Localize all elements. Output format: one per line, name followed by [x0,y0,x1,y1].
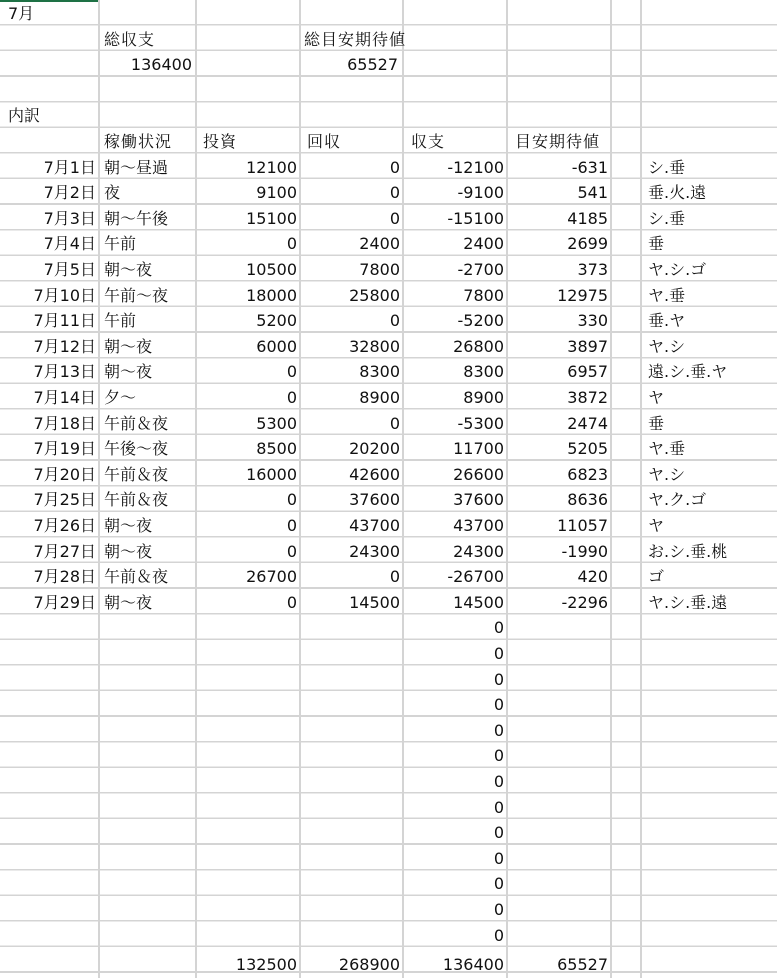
row-status[interactable]: 朝～昼過 [104,157,169,177]
row-investment[interactable]: 0 [286,362,297,382]
row-notes[interactable]: お.シ.垂.桃 [648,541,728,561]
empty-balance-row [0,922,777,948]
row-balance[interactable]: -5200 [457,311,504,331]
row-investment[interactable]: 0 [286,541,297,561]
row-investment[interactable]: 10500 [246,260,297,279]
row-expected[interactable]: 373 [577,260,608,279]
row-investment[interactable]: 9100 [256,183,297,203]
row-investment[interactable]: 6000 [256,336,297,356]
total-expected[interactable]: 65527 [557,955,608,974]
header-expected[interactable]: 目安期待値 [515,132,601,151]
row-status[interactable]: 夜 [104,183,121,203]
row-date[interactable]: 7月19日 [33,439,96,459]
row-investment[interactable]: 5200 [256,311,297,331]
empty-balance-row [0,896,777,922]
row-recovery[interactable]: 43700 [349,516,400,535]
row-investment[interactable]: 26700 [246,567,297,587]
row-balance-zero[interactable]: 0 [493,874,504,894]
total-balance-label[interactable]: 総収支 [104,29,156,49]
row-balance-zero[interactable]: 0 [493,720,504,740]
row-balance-zero[interactable]: 0 [493,848,504,868]
row-notes[interactable]: ヤ.垂 [648,439,686,459]
table-row [0,205,777,231]
empty-balance-row [0,717,777,743]
table-row [0,358,777,384]
row-balance[interactable]: -26700 [447,567,504,587]
row-expected[interactable]: 330 [577,311,608,331]
summary-label-row [0,26,777,52]
empty-balance-row [0,794,777,820]
header-investment[interactable]: 投資 [203,132,238,151]
row-status[interactable]: 午後～夜 [104,439,169,459]
row-notes[interactable]: シ.垂 [648,157,686,177]
row-notes[interactable]: 垂 [648,234,665,254]
row-status[interactable]: 朝～夜 [104,592,153,612]
row-balance[interactable]: -15100 [447,208,504,228]
row-investment[interactable]: 0 [286,388,297,407]
row-recovery[interactable]: 0 [389,183,400,203]
row-date[interactable]: 7月10日 [33,285,96,305]
row-status[interactable]: 午前 [104,311,137,331]
row-recovery[interactable]: 0 [389,413,400,433]
row-investment[interactable]: 15100 [246,208,297,228]
row-expected[interactable]: 8636 [567,490,608,510]
row-status[interactable]: 朝～午後 [104,208,169,228]
row-investment[interactable]: 16000 [246,464,297,484]
row-expected[interactable]: -2296 [561,592,608,612]
row-balance-zero[interactable]: 0 [493,772,504,791]
total-balance[interactable]: 136400 [442,955,504,974]
row-expected[interactable]: 2474 [567,413,608,433]
row-notes[interactable]: 遠.シ.垂.ヤ [648,362,728,382]
row-expected[interactable]: -1990 [561,541,608,561]
row-date[interactable]: 7月1日 [43,157,96,177]
row-recovery[interactable]: 8900 [359,388,400,407]
table-row [0,486,777,512]
table-row [0,538,777,564]
row-expected[interactable]: 420 [577,567,608,587]
row-notes[interactable]: ヤ [648,516,665,535]
row-status[interactable]: 午前＆夜 [104,413,169,433]
empty-balance-row [0,742,777,768]
table-row [0,307,777,333]
empty-balance-row [0,819,777,845]
row-recovery[interactable]: 24300 [349,541,400,561]
row-recovery[interactable]: 7800 [359,260,400,279]
table-row [0,333,777,359]
row-status[interactable]: 朝～夜 [104,260,153,279]
row-balance[interactable]: 43700 [453,516,504,535]
row-balance[interactable]: 14500 [453,592,504,612]
row-balance[interactable]: 8300 [463,362,504,382]
row-notes[interactable]: 垂 [648,413,665,433]
row-balance[interactable]: -5300 [457,413,504,433]
row-expected[interactable]: 3897 [567,336,608,356]
row-status[interactable]: 朝～夜 [104,516,153,535]
row-recovery[interactable]: 42600 [349,464,400,484]
row-balance-zero[interactable]: 0 [493,695,504,715]
row-expected[interactable]: 3872 [567,388,608,407]
table-row [0,589,777,615]
row-date[interactable]: 7月28日 [33,567,96,587]
row-notes[interactable]: ヤ.シ.垂.遠 [648,592,728,612]
row-investment[interactable]: 0 [286,234,297,254]
empty-balance-row [0,666,777,692]
empty-balance-row [0,691,777,717]
row-recovery[interactable]: 14500 [349,592,400,612]
row-expected[interactable]: 6957 [567,362,608,382]
empty-balance-row [0,768,777,794]
row-balance[interactable]: -2700 [457,260,504,279]
row-balance-zero[interactable]: 0 [493,746,504,766]
row-status[interactable]: 朝～夜 [104,362,153,382]
month-row [0,0,777,26]
row-status[interactable]: 夕～ [104,388,137,407]
row-status[interactable]: 午前＆夜 [104,567,169,587]
row-date[interactable]: 7月14日 [33,388,96,407]
row-balance-zero[interactable]: 0 [493,823,504,843]
row-balance-zero[interactable]: 0 [493,797,504,817]
table-row [0,256,777,282]
row-notes[interactable]: シ.垂 [648,208,686,228]
header-recovery[interactable]: 回収 [307,132,342,151]
row-balance-zero[interactable]: 0 [493,644,504,663]
row-expected[interactable]: 11057 [557,516,608,535]
totals-row [0,951,777,977]
row-investment[interactable]: 12100 [246,157,297,177]
row-balance[interactable]: -12100 [447,157,504,177]
row-date[interactable]: 7月13日 [33,362,96,382]
table-row [0,410,777,436]
row-expected[interactable]: 4185 [567,208,608,228]
row-investment[interactable]: 0 [286,516,297,535]
row-date[interactable]: 7月20日 [33,464,96,484]
row-notes[interactable]: ヤ [648,388,665,407]
row-recovery[interactable]: 2400 [359,234,400,254]
row-balance[interactable]: 26600 [453,464,504,484]
row-date[interactable]: 7月5日 [43,260,96,279]
empty-balance-row [0,845,777,871]
empty-balance-row [0,614,777,640]
row-balance-zero[interactable]: 0 [493,618,504,638]
total-investment[interactable]: 132500 [235,955,297,974]
summary-value-row [0,51,777,77]
row-recovery[interactable]: 0 [389,157,400,177]
header-status[interactable]: 稼働状況 [104,132,173,151]
row-expected[interactable]: 5205 [567,439,608,459]
table-row [0,563,777,589]
row-balance[interactable]: 37600 [453,490,504,510]
row-balance-zero[interactable]: 0 [493,925,504,945]
empty-balance-row [0,870,777,896]
row-investment[interactable]: 8500 [256,439,297,459]
total-balance-value[interactable]: 136400 [130,55,192,75]
row-notes[interactable]: 垂.火.遠 [648,183,707,203]
row-investment[interactable]: 5300 [256,413,297,433]
row-date[interactable]: 7月25日 [33,490,96,510]
row-recovery[interactable]: 20200 [349,439,400,459]
row-status[interactable]: 午前 [104,234,137,254]
row-date[interactable]: 7月29日 [33,592,96,612]
row-expected[interactable]: 2699 [567,234,608,254]
row-date[interactable]: 7月18日 [33,413,96,433]
breakdown-label[interactable]: 内訳 [8,106,41,126]
table-row [0,512,777,538]
row-status[interactable]: 午前＆夜 [104,464,169,484]
table-row [0,435,777,461]
row-balance[interactable]: 2400 [463,234,504,254]
table-row [0,461,777,487]
total-recovery[interactable]: 268900 [338,955,400,974]
row-date[interactable]: 7月2日 [43,183,96,203]
row-investment[interactable]: 0 [286,490,297,510]
row-notes[interactable]: ヤ.ク.ゴ [648,490,707,510]
header-balance[interactable]: 収支 [411,132,446,151]
row-investment[interactable]: 18000 [246,285,297,305]
row-recovery[interactable]: 0 [389,208,400,228]
row-recovery[interactable]: 0 [389,311,400,331]
row-balance-zero[interactable]: 0 [493,669,504,689]
row-notes[interactable]: ゴ [648,567,665,587]
row-date[interactable]: 7月26日 [33,516,96,535]
table-row [0,384,777,410]
row-notes[interactable]: ヤ.シ.ゴ [648,260,707,279]
row-balance-zero[interactable]: 0 [493,900,504,919]
row-date[interactable]: 7月4日 [43,234,96,254]
row-expected[interactable]: 12975 [557,285,608,305]
table-row [0,282,777,308]
row-balance[interactable]: 8900 [463,388,504,407]
row-recovery[interactable]: 0 [389,567,400,587]
header-row [0,128,777,154]
month-label[interactable]: 7月 [8,4,35,23]
row-recovery[interactable]: 8300 [359,362,400,382]
row-notes[interactable]: ヤ.シ [648,336,686,356]
row-expected[interactable]: -631 [571,157,608,177]
breakdown-row [0,102,777,128]
row-balance[interactable]: 24300 [453,541,504,561]
row-date[interactable]: 7月27日 [33,541,96,561]
row-date[interactable]: 7月11日 [33,311,96,331]
row-date[interactable]: 7月3日 [43,208,96,228]
row-investment[interactable]: 0 [286,592,297,612]
row-notes[interactable]: 垂.ヤ [648,311,686,331]
empty-balance-row [0,640,777,666]
row-date[interactable]: 7月12日 [33,336,96,356]
table-row [0,230,777,256]
total-expected-value[interactable]: 65527 [347,55,398,75]
row-recovery[interactable]: 25800 [349,285,400,305]
row-notes[interactable]: ヤ.シ [648,464,686,484]
row-expected[interactable]: 6823 [567,464,608,484]
row-balance[interactable]: 26800 [453,336,504,356]
row-balance[interactable]: 7800 [463,285,504,305]
row-expected[interactable]: 541 [577,183,608,203]
row-recovery[interactable]: 37600 [349,490,400,510]
row-notes[interactable]: ヤ.垂 [648,285,686,305]
row-recovery[interactable]: 32800 [349,336,400,356]
row-balance[interactable]: 11700 [453,439,504,459]
row-status[interactable]: 午前＆夜 [104,490,169,510]
row-status[interactable]: 朝～夜 [104,541,153,561]
row-status[interactable]: 午前～夜 [104,285,169,305]
table-row [0,179,777,205]
row-status[interactable]: 朝～夜 [104,336,153,356]
table-row [0,154,777,180]
total-expected-label[interactable]: 総目安期待値 [304,29,407,49]
row-balance[interactable]: -9100 [457,183,504,203]
